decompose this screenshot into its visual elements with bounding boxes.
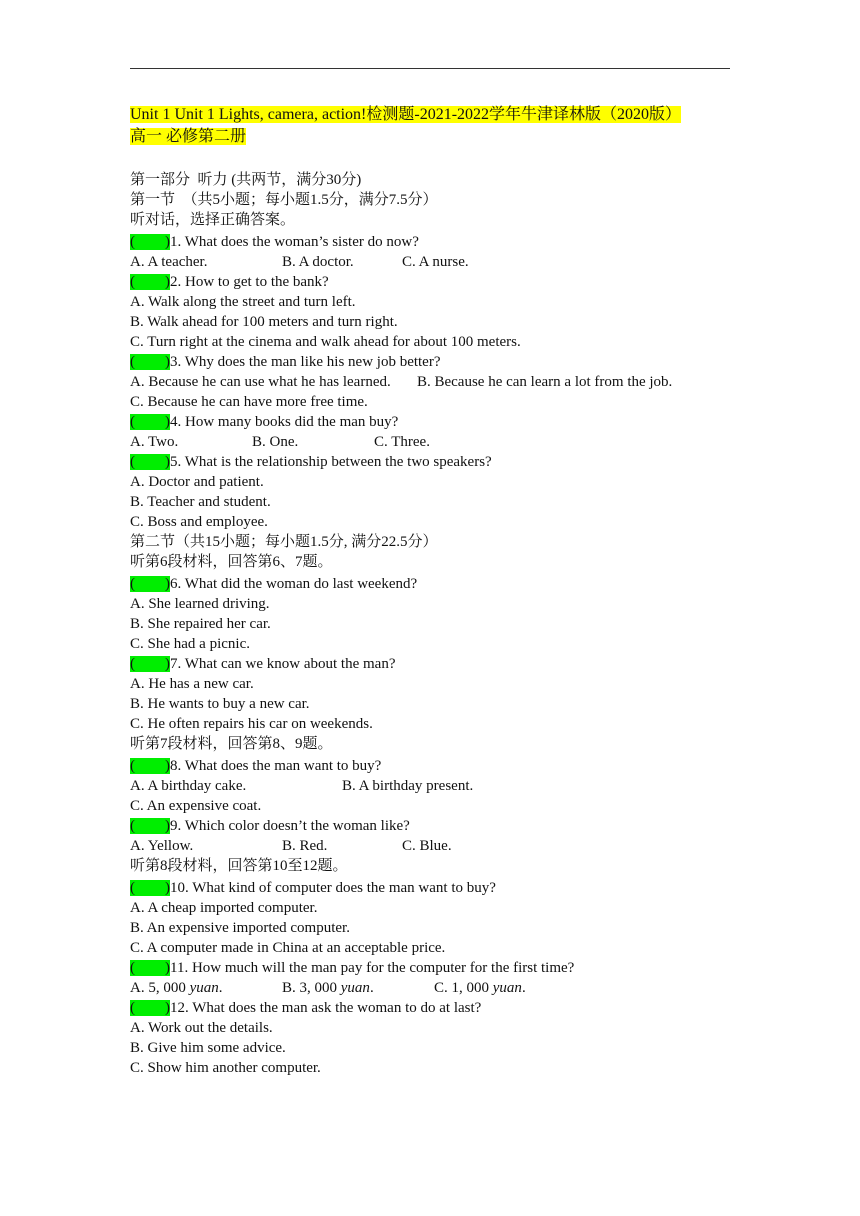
- question-1: [130, 232, 730, 252]
- option-b: [282, 978, 434, 998]
- option-b: B. A birthday present.: [342, 778, 474, 794]
- option-b: B. Teacher and student.: [130, 494, 271, 510]
- question-stem: 9. Which color doesn’t the woman like?: [170, 818, 410, 834]
- option-b: B. One.: [252, 434, 299, 450]
- answer-blank[interactable]: ( ): [130, 1000, 170, 1016]
- passage-8-instruction: 听第8段材料，回答第10至12题。: [130, 858, 348, 874]
- question-3: [130, 352, 730, 372]
- option-b: B. She repaired her car.: [130, 616, 271, 632]
- option-b: B. He wants to buy a new car.: [130, 696, 310, 712]
- currency-unit: yuan: [189, 980, 219, 996]
- section2-heading: 第二节（共15小题；每小题1.5分, 满分22.5分）: [130, 534, 438, 550]
- option-c: [434, 978, 526, 998]
- question-2: [130, 272, 730, 292]
- option-c: C. An expensive coat.: [130, 798, 262, 814]
- question-10: [130, 878, 730, 898]
- header-rule: [130, 68, 730, 69]
- question-9-options: [130, 836, 730, 856]
- option-b: B. An expensive imported computer.: [130, 920, 350, 936]
- option-c: C. A computer made in China at an acceptable price.: [130, 940, 446, 956]
- part1-heading: 第一部分 听力 (共两节，满分30分): [130, 172, 362, 188]
- option-a: A. She learned driving.: [130, 596, 270, 612]
- passage-7-instruction: 听第7段材料，回答第8、9题。: [130, 736, 333, 752]
- answer-blank[interactable]: ( ): [130, 960, 170, 976]
- answer-blank[interactable]: ( ): [130, 758, 170, 774]
- option-b-amount: B. 3, 000: [282, 980, 341, 996]
- question-9: [130, 816, 730, 836]
- option-a: A. Because he can use what he has learned.: [130, 374, 391, 390]
- option-b: B. A doctor.: [282, 254, 354, 270]
- option-c: C. Because he can have more free time.: [130, 394, 368, 410]
- option-b: B. Red.: [282, 838, 328, 854]
- document-title: [130, 104, 730, 148]
- question-11-options: [130, 978, 730, 998]
- answer-blank[interactable]: ( ): [130, 880, 170, 896]
- answer-blank[interactable]: ( ): [130, 234, 170, 250]
- option-c: C. Blue.: [402, 838, 452, 854]
- question-7: [130, 654, 730, 674]
- answer-blank[interactable]: ( ): [130, 454, 170, 470]
- option-a: A. A teacher.: [130, 254, 208, 270]
- question-4: [130, 412, 730, 432]
- question-4-options: [130, 432, 730, 452]
- question-8-options-ab: [130, 776, 730, 796]
- section1-heading: 第一节 （共5小题；每小题1.5分，满分7.5分）: [130, 192, 438, 208]
- passage-6-instruction: 听第6段材料，回答第6、7题。: [130, 554, 333, 570]
- question-stem: 8. What does the man want to buy?: [170, 758, 382, 774]
- question-stem: 4. How many books did the man buy?: [170, 414, 399, 430]
- question-stem: 10. What kind of computer does the man want to buy?: [170, 880, 496, 896]
- option-a: A. Yellow.: [130, 838, 194, 854]
- option-a: A. A birthday cake.: [130, 778, 247, 794]
- question-stem: 5. What is the relationship between the two speakers?: [170, 454, 492, 470]
- option-a: A. Two.: [130, 434, 179, 450]
- option-a: A. Doctor and patient.: [130, 474, 264, 490]
- option-a: A. Walk along the street and turn left.: [130, 294, 356, 310]
- question-stem: 3. Why does the man like his new job better?: [170, 354, 441, 370]
- title-line-1: Unit 1 Unit 1 Lights, camera, action!检测题-2021-2022学年牛津译林版（2020版）: [130, 106, 682, 123]
- option-a: [130, 978, 282, 998]
- currency-unit: yuan: [340, 980, 370, 996]
- question-stem: 11. How much will the man pay for the computer for the first time?: [170, 960, 575, 976]
- question-stem: 2. How to get to the bank?: [170, 274, 329, 290]
- option-c: C. She had a picnic.: [130, 636, 250, 652]
- question-stem: 1. What does the woman’s sister do now?: [170, 234, 419, 250]
- answer-blank[interactable]: ( ): [130, 274, 170, 290]
- title-line-2: 高一 必修第二册: [130, 128, 247, 145]
- option-b: B. Walk ahead for 100 meters and turn right.: [130, 314, 398, 330]
- question-11: [130, 958, 730, 978]
- option-c: C. Show him another computer.: [130, 1060, 321, 1076]
- question-stem: 7. What can we know about the man?: [170, 656, 396, 672]
- period: .: [369, 980, 374, 996]
- currency-unit: yuan: [492, 980, 522, 996]
- option-c: C. Three.: [374, 434, 430, 450]
- period: .: [521, 980, 526, 996]
- question-stem: 6. What did the woman do last weekend?: [170, 576, 418, 592]
- period: .: [218, 980, 223, 996]
- answer-blank[interactable]: ( ): [130, 414, 170, 430]
- answer-blank[interactable]: ( ): [130, 656, 170, 672]
- option-c: C. Turn right at the cinema and walk ahead for about 100 meters.: [130, 334, 521, 350]
- option-a-amount: A. 5, 000: [130, 980, 190, 996]
- answer-blank[interactable]: ( ): [130, 354, 170, 370]
- option-c: C. He often repairs his car on weekends.: [130, 716, 373, 732]
- option-a: A. He has a new car.: [130, 676, 254, 692]
- option-c: C. Boss and employee.: [130, 514, 268, 530]
- instruction: 听对话，选择正确答案。: [130, 212, 296, 228]
- question-6: [130, 574, 730, 594]
- question-1-options: [130, 252, 730, 272]
- option-b: B. Give him some advice.: [130, 1040, 286, 1056]
- option-c: C. A nurse.: [402, 254, 469, 270]
- document-body: [130, 170, 730, 1078]
- option-a: A. A cheap imported computer.: [130, 900, 318, 916]
- question-stem: 12. What does the man ask the woman to do at last?: [170, 1000, 482, 1016]
- option-b: B. Because he can learn a lot from the job.: [416, 374, 673, 390]
- option-a: A. Work out the details.: [130, 1020, 273, 1036]
- answer-blank[interactable]: ( ): [130, 818, 170, 834]
- question-12: [130, 998, 730, 1018]
- option-c-amount: C. 1, 000: [434, 980, 493, 996]
- question-8: [130, 756, 730, 776]
- question-3-options-ab: [130, 372, 730, 392]
- question-5: [130, 452, 730, 472]
- answer-blank[interactable]: ( ): [130, 576, 170, 592]
